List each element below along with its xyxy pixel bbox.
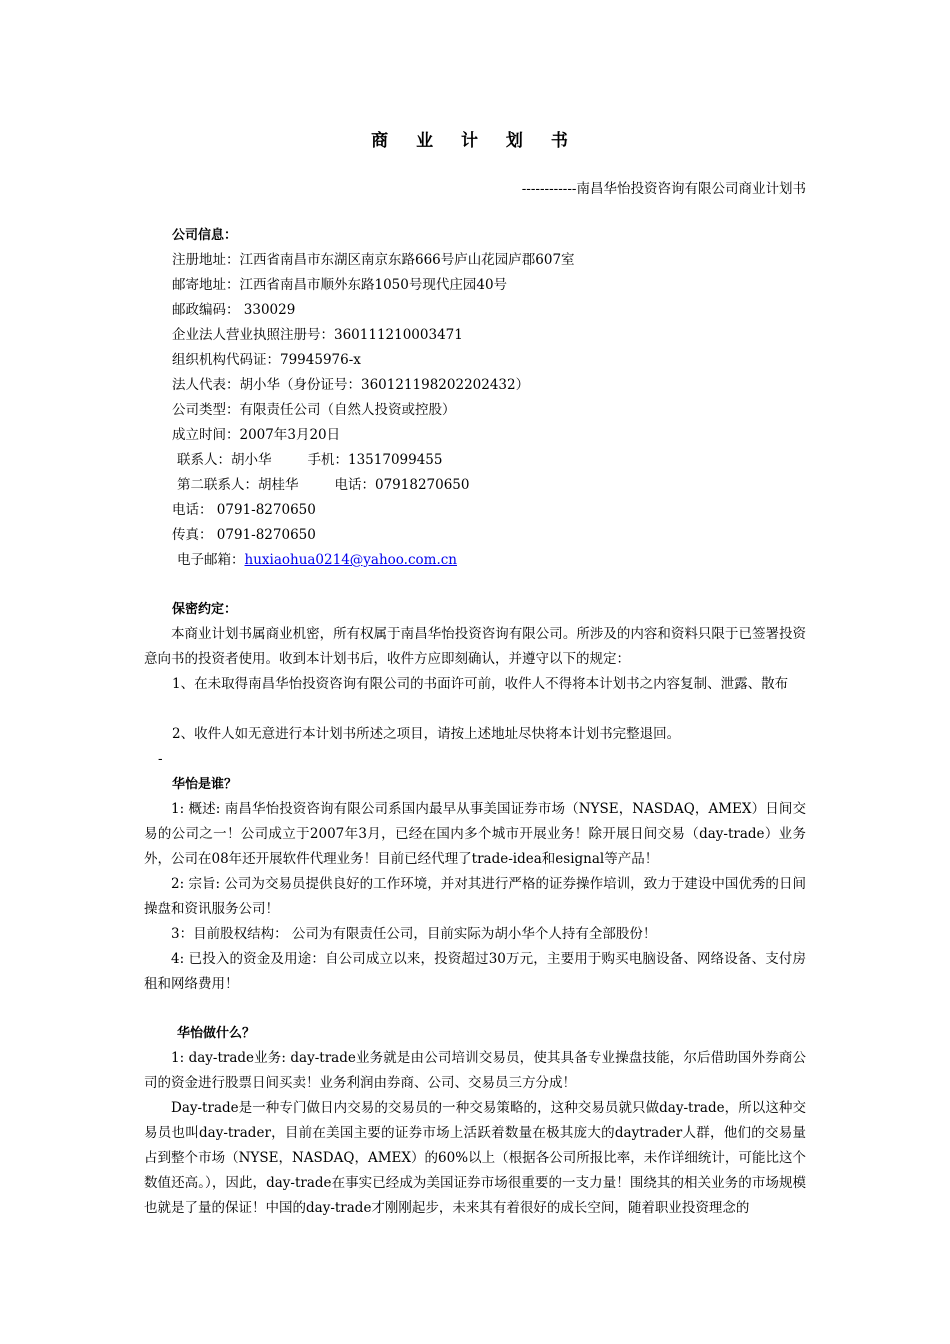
reg-address: 注册地址：江西省南昌市东湖区南京东路666号庐山花园庐郡607室 bbox=[172, 252, 575, 268]
postcode: 邮政编码： 330029 bbox=[172, 302, 296, 318]
who-paragraph-4: 4: 已投入的资金及用途：自公司成立以来，投资超过30万元，主要用于购买电脑设备、网络设备、支付房租和网络费用！ bbox=[144, 951, 806, 992]
phone: 电话： 0791-8270650 bbox=[172, 502, 316, 518]
what-paragraph-1: 1: day-trade业务: day-trade业务就是由公司培训交易员，使其具备专业操盘技能，尔后借助国外券商公司的资金进行股票日间买卖！业务利润由券商、公司、交易员三方分成！ bbox=[144, 1050, 806, 1091]
company-info-section bbox=[144, 223, 806, 573]
who-heading: 华怡是谁？ bbox=[172, 777, 238, 792]
contact-1-phone: 手机：13517099455 bbox=[307, 452, 443, 468]
mail-address: 邮寄地址：江西省南昌市顺外东路1050号现代庄园40号 bbox=[172, 277, 508, 293]
contact-1 bbox=[144, 448, 806, 473]
email-row bbox=[144, 548, 806, 573]
established-date: 成立时间：2007年3月20日 bbox=[172, 427, 341, 443]
contact-2-name: 第二联系人：胡桂华 bbox=[177, 477, 299, 493]
what-section bbox=[144, 1021, 806, 1221]
org-code: 组织机构代码证：79945976-x bbox=[172, 352, 361, 368]
contact-2-phone: 电话：07918270650 bbox=[334, 477, 470, 493]
contact-2 bbox=[144, 473, 806, 498]
confidential-item-1: 1、在未取得南昌华怡投资咨询有限公司的书面许可前，收件人不得将本计划书之内容复制、泄露、散布 bbox=[172, 676, 789, 692]
license-number: 企业法人营业执照注册号：360111210003471 bbox=[172, 327, 463, 343]
dash-mark: - bbox=[158, 751, 163, 767]
who-paragraph-1: 1: 概述: 南昌华怡投资咨询有限公司系国内最早从事美国证券市场（NYSE，NASDAQ，AMEX）日间交易的公司之一！公司成立于2007年3月，已经在国内多个城市开展业务！除开展日间交易（day-trade）业务外，公司在08年还开展软件代理业务！目前已经代理了trade-idea和esignal等产品！ bbox=[144, 801, 806, 867]
fax: 传真： 0791-8270650 bbox=[172, 527, 316, 543]
confidential-paragraph: 本商业计划书属商业机密，所有权属于南昌华怡投资咨询有限公司。所涉及的内容和资料只限于已签署投资意向书的投资者使用。收到本计划书后，收件方应即刻确认，并遵守以下的规定： bbox=[144, 626, 806, 667]
confidential-item-2: 2、收件人如无意进行本计划书所述之项目，请按上述地址尽快将本计划书完整退回。 bbox=[172, 726, 681, 742]
what-paragraph-2: Day-trade是一种专门做日内交易的交易员的一种交易策略的，这种交易员就只做day-trade，所以这种交易员也叫day-trader，目前在美国主要的证券市场上活跃着数量在极其庞大的daytrader人群，他们的交易量占到整个市场（NYSE，NASDAQ，AMEX）的60%以上（根据各公司所报比率，未作详细统计，可能比这个数值还高。），因此，day-trade在事实已经成为美国证券市场很重要的一支力量！围绕其的相关业务的市场规模也就是了量的保证！中国的day-trade才刚刚起步，未来其有着很好的成长空间，随着职业投资理念的 bbox=[144, 1100, 806, 1216]
email-link[interactable]: huxiaohua0214@yahoo.com.cn bbox=[244, 552, 458, 568]
company-type: 公司类型：有限责任公司（自然人投资或控股） bbox=[172, 402, 456, 418]
who-paragraph-2: 2: 宗旨: 公司为交易员提供良好的工作环境，并对其进行严格的证券操作培训，致力于建设中国优秀的日间操盘和资讯服务公司！ bbox=[144, 876, 806, 917]
document-subtitle: ------------南昌华怡投资咨询有限公司商业计划书 bbox=[521, 181, 806, 197]
legal-representative: 法人代表：胡小华（身份证号：360121198202202432） bbox=[172, 377, 530, 393]
email-label: 电子邮箱： bbox=[177, 552, 245, 568]
confidential-section bbox=[144, 597, 806, 772]
what-heading: 华怡做什么？ bbox=[177, 1026, 256, 1041]
document-title: 商 业 计 划 书 bbox=[371, 131, 579, 151]
who-section bbox=[144, 772, 806, 997]
company-info-heading: 公司信息： bbox=[172, 228, 238, 243]
confidential-heading: 保密约定： bbox=[172, 602, 238, 617]
who-paragraph-3: 3：目前股权结构： 公司为有限责任公司，目前实际为胡小华个人持有全部股份！ bbox=[171, 926, 657, 942]
contact-1-name: 联系人：胡小华 bbox=[177, 452, 272, 468]
